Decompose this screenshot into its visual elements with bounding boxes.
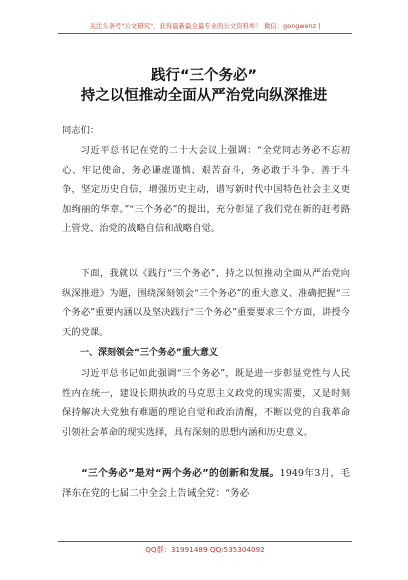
header-banner: 关注头条号"公文研究"，获得最新最全最专业的公文资料库！ 微信：gongwenz | — [89, 23, 321, 30]
document-title-line2: 持之以恒推动全面从严治党向纵深推进 — [80, 88, 328, 104]
section-heading-1: 一、深刻领会“三个务必”重大意义 — [80, 348, 218, 358]
paragraph-3: 习近平总书记如此强调“三个务必”，既是进一步彰显党性与人民性内在统一，建设长期执政的马克思主义政党的现实需要，又是时刻保持解决大党独有难题的理论自觉和政治清醒，不断以党的自我革命引领社会革命的现实选择，具有深刻的思想内涵和历史意义。 — [62, 368, 350, 438]
footer-divider — [58, 541, 352, 542]
paragraph-1: 习近平总书记在党的二十大会议上强调：“全党同志务必不忘初心、牢记使命，务必谦虚谨慎、艰苦奋斗，务必敢于斗争、善于斗争，坚定历史自信，增强历史主动，谱写新时代中国特色社会主义更加绚丽的华章。”“三个务必”的提出，充分彰显了我们党在新的赶考路上管党、治党的战略自信和战略自觉。 — [62, 145, 350, 234]
paragraph-2: 下面，我就以《践行“三个务必”，持之以恒推动全面从严治党向纵深推进》为题，围绕深刻领会“三个务必”的重大意义、准确把握“三个务必”重要内涵以及坚决践行“三个务必”重要要求三个方面，讲授今天的党课。 — [62, 268, 350, 338]
footer-contact: QQ群：31991489 QQ:535304092 — [145, 545, 265, 554]
paragraph-4 — [62, 464, 350, 503]
paragraph-4-text: 1949年3月，毛泽东在党的七届二中全会上告诫全党：“务必 — [62, 468, 350, 499]
greeting: 同志们： — [62, 125, 100, 136]
document-title-line1: 践行“三个务必” — [150, 68, 258, 84]
paragraph-4-lead: “三个务必”是对“两个务必”的创新和发展。 — [81, 468, 280, 479]
header-divider — [58, 33, 352, 34]
